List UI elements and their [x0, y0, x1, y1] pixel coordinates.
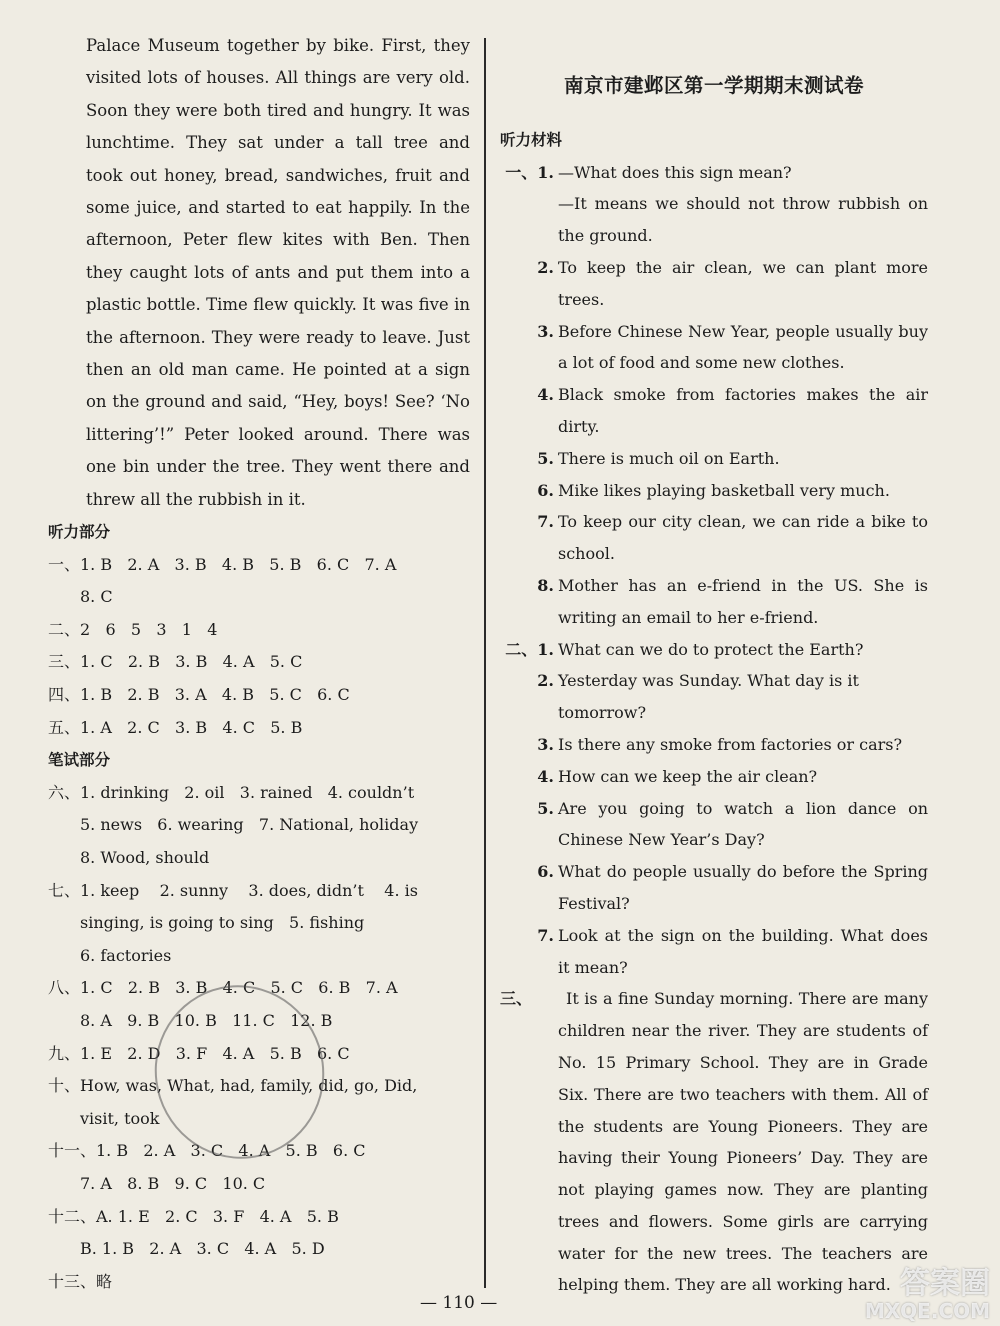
item-number: 3. — [537, 734, 554, 754]
answer-line: visit, took — [80, 1108, 160, 1128]
right-column — [500, 30, 928, 1301]
answer-line: 五、1. A 2. C 3. B 4. C 5. B — [48, 717, 303, 737]
item-text: There is much oil on Earth. — [558, 448, 780, 468]
item-text: How can we keep the air clean? — [558, 766, 818, 786]
section-three-label: 三、 — [500, 989, 533, 1009]
item-number: 6. — [537, 480, 554, 500]
answer-line: 5. news 6. wearing 7. National, holiday — [80, 815, 419, 835]
listening-item — [500, 379, 928, 443]
item-number: 7. — [537, 925, 554, 945]
section-three — [500, 983, 928, 1301]
item-number — [500, 188, 558, 252]
item-number: 2. — [537, 257, 554, 277]
listening-item — [500, 475, 928, 507]
answer-line: 三、1. C 2. B 3. B 4. A 5. C — [48, 652, 303, 672]
answer-line: 十一、1. B 2. A 3. C 4. A 5. B 6. C — [48, 1141, 366, 1161]
section-three-passage: It is a fine Sunday morning. There are many children near the river. They are students of No. 15 Primary School. They are in Grade Six. There are two teachers with them. All of the students are Young Pioneers. They are having their Young Pioneers’ Day. They are not playing games now. They are planting trees and flowers. Some girls are carrying water for the new trees. The teachers are helping them. They are all working hard. — [558, 989, 928, 1295]
listening-item — [500, 761, 928, 793]
item-text: Mike likes playing basketball very much. — [558, 480, 890, 500]
item-text: —It means we should not throw rubbish on the ground. — [558, 194, 928, 246]
listening-item — [500, 443, 928, 475]
listening-item — [500, 856, 928, 920]
item-text: To keep the air clean, we can plant more trees. — [558, 257, 928, 309]
item-number: 4. — [537, 766, 554, 786]
answer-line: 6. factories — [80, 945, 172, 965]
item-number: 5. — [537, 448, 554, 468]
listening-item — [500, 252, 928, 316]
listening-answers — [48, 549, 470, 745]
item-text: Look at the sign on the building. What does it mean? — [558, 925, 928, 977]
item-number: 3. — [537, 321, 554, 341]
reading-passage — [48, 30, 470, 516]
item-number: 一、1. — [505, 162, 554, 182]
answer-line: 十二、A. 1. E 2. C 3. F 4. A 5. B — [48, 1206, 339, 1226]
written-section-heading: 笔试部分 — [48, 751, 111, 770]
item-text: —What does this sign mean? — [558, 162, 792, 182]
answer-line: singing, is going to sing 5. fishing — [80, 913, 365, 933]
item-number: 二、1. — [505, 639, 554, 659]
item-text: What can we do to protect the Earth? — [558, 639, 864, 659]
listening-item — [500, 729, 928, 761]
listening-section-heading: 听力部分 — [48, 523, 111, 542]
answer-line: 8. A 9. B 10. B 11. C 12. B — [80, 1011, 333, 1030]
answer-line: 8. Wood, should — [80, 848, 210, 868]
item-text: To keep our city clean, we can ride a bike to school. — [558, 512, 928, 564]
answer-line: 九、1. E 2. D 3. F 4. A 5. B 6. C — [48, 1043, 350, 1063]
listening-item — [500, 188, 928, 252]
item-text: Yesterday was Sunday. What day is it tomorrow? — [558, 671, 859, 723]
watermark-text-bottom: MXQE.COM — [864, 1299, 990, 1323]
answer-line: 四、1. B 2. B 3. A 4. B 5. C 6. C — [48, 685, 350, 705]
item-text: Mother has an e-friend in the US. She is writing an email to her e-friend. — [558, 575, 928, 627]
item-number: 8. — [537, 575, 554, 595]
answer-line: 八、1. C 2. B 3. B 4. C 5. C 6. B 7. A — [48, 978, 398, 998]
listening-item — [500, 506, 928, 570]
answer-line: 一、1. B 2. A 3. B 4. B 5. B 6. C 7. A — [48, 554, 397, 574]
exam-title: 南京市建邺区第一学期期末测试卷 — [563, 74, 864, 97]
watermark-text-top: 答案圈 — [900, 1266, 990, 1301]
answer-line: 七、1. keep 2. sunny 3. does, didn’t 4. is — [48, 880, 418, 900]
listening-item — [500, 793, 928, 857]
listening-item — [500, 634, 928, 666]
answer-line: 十三、略 — [48, 1271, 113, 1291]
page-number: — 110 — — [420, 1293, 498, 1313]
answer-line: 十、How, was, What, had, family, did, go, Did, — [48, 1076, 418, 1096]
listening-material-list — [500, 157, 928, 984]
item-text: Are you going to watch a lion dance on Chinese New Year’s Day? — [558, 798, 928, 850]
answer-line: 7. A 8. B 9. C 10. C — [80, 1173, 266, 1193]
listening-item — [500, 570, 928, 634]
item-text: What do people usually do before the Spring Festival? — [558, 862, 928, 913]
watermark-logo — [865, 1268, 990, 1322]
passage-text: Palace Museum together by bike. First, they visited lots of houses. All things are very old. Soon they were both tired and hungry. It was lunchtime. They sat under a tall tree and took out honey, bread, sandwiches, fruit and some juice, and started to eat happily. In the afternoon, Peter flew kites with Ben. Then they caught lots of ants and put them into a plastic bottle. Time flew quickly. It was five in the afternoon. They were ready to leave. Just then an old man came. He pointed at a sign on the ground and said, “Hey, boys! See? ‘No littering’!” Peter looked around. There was one bin under the tree. They went there and threw all the rubbish in it. — [86, 36, 470, 509]
item-text: Black smoke from factories makes the air dirty. — [558, 385, 928, 436]
item-text: Before Chinese New Year, people usually buy a lot of food and some new clothes. — [558, 321, 928, 373]
listening-item — [500, 920, 928, 984]
item-number: 4. — [537, 385, 554, 405]
item-text: Is there any smoke from factories or cars? — [558, 734, 903, 754]
answer-line: 二、2 6 5 3 1 4 — [48, 619, 218, 639]
answer-line: 8. C — [80, 587, 113, 607]
listening-item — [500, 665, 928, 729]
listening-item — [500, 316, 928, 380]
listening-item — [500, 157, 928, 189]
answer-line: 六、1. drinking 2. oil 3. rained 4. couldn’t — [48, 782, 415, 802]
item-number: 6. — [537, 862, 554, 882]
column-divider — [484, 38, 486, 1288]
item-number: 5. — [537, 798, 554, 818]
listening-material-heading: 听力材料 — [500, 131, 563, 149]
answer-line: B. 1. B 2. A 3. C 4. A 5. D — [80, 1239, 325, 1259]
item-number: 2. — [537, 671, 554, 691]
item-number: 7. — [537, 512, 554, 532]
